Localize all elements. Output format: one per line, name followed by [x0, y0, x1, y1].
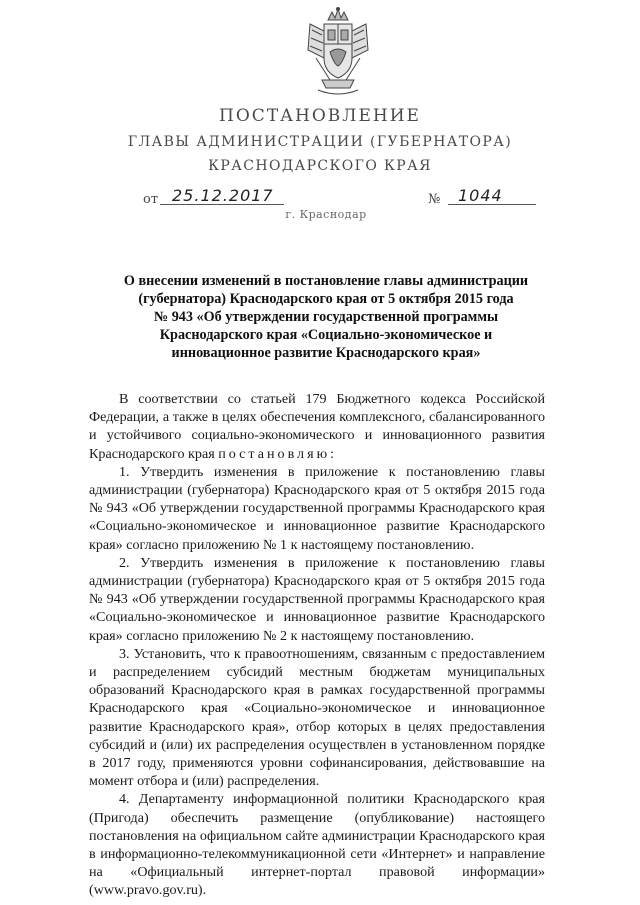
- city-label: г. Краснодар: [285, 208, 367, 221]
- title-line: (губернатора) Краснодарского края от 5 октября 2015 года: [138, 291, 514, 307]
- title-line: О внесении изменений в постановление главы администрации: [123, 273, 529, 289]
- preamble-paragraph: [89, 390, 545, 463]
- title-line: инновационное развитие Краснодарского края»: [171, 345, 481, 361]
- resolution-title: [110, 272, 542, 362]
- clause-paragraph: 3. Установить, что к правоотношениям, связанным с предоставлением и распределением субсидий местным бюджетам муниципальных образований Краснодарского края в рамках государственной программы Краснодарского края «Социально-экономическое и инновационное развитие Краснодарского края», отбор которых в целях предоставления субсидий и (или) их распределения осуществлен в установленном порядке в 2017 году, применяются уровни софинансирования, действовавшие на момент отбора и (или) распределения.: [89, 645, 545, 790]
- resolution-body: [89, 390, 545, 900]
- resolve-word: постановляю:: [218, 445, 338, 462]
- issuer-line-1: ГЛАВЫ АДМИНИСТРАЦИИ (ГУБЕРНАТОРА): [127, 134, 513, 150]
- date-value: 25.12.2017: [172, 186, 274, 205]
- clause-paragraph: 2. Утвердить изменения в приложение к постановлению главы администрации (губернатора) Краснодарского края от 5 октября 2015 года № 943 «Об утверждении государственной программы Краснодарского края «Социально-экономическое и инновационное развитие Краснодарского края» согласно приложению № 2 к настоящему постановлению.: [89, 554, 545, 644]
- clause-paragraph: 4. Департаменту информационной политики Краснодарского края (Пригода) обеспечить размещение (опубликование) настоящего постановления на официальном сайте администрации Краснодарского края в информационно-телекоммуникационной сети «Интернет» и направление на «Официальный интернет-портал правовой информации» (www.pravo.gov.ru).: [89, 791, 545, 899]
- date-label: от: [143, 192, 159, 207]
- title-line: № 943 «Об утверждении государственной программы: [153, 309, 499, 325]
- number-label: №: [428, 192, 441, 207]
- issuer-line-2: КРАСНОДАРСКОГО КРАЯ: [208, 158, 432, 174]
- preamble-text: В соответствии со статьей 179 Бюджетного кодекса Российской Федерации, а также в целях обеспечения комплексного, сбалансированного и устойчивого социально-экономического и инновационного развития Краснодарского края: [89, 391, 545, 462]
- title-line: Краснодарского края «Социально-экономическое и: [159, 327, 493, 343]
- document-type-title: ПОСТАНОВЛЕНИЕ: [219, 106, 421, 126]
- number-value: 1044: [458, 186, 503, 205]
- coat-of-arms-emblem: [302, 6, 374, 98]
- clause-paragraph: 1. Утвердить изменения в приложение к постановлению главы администрации (губернатора) Краснодарского края от 5 октября 2015 года № 943 «Об утверждении государственной программы Краснодарского края «Социально-экономическое и инновационное развитие Краснодарского края» согласно приложению № 1 к настоящему постановлению.: [89, 463, 545, 553]
